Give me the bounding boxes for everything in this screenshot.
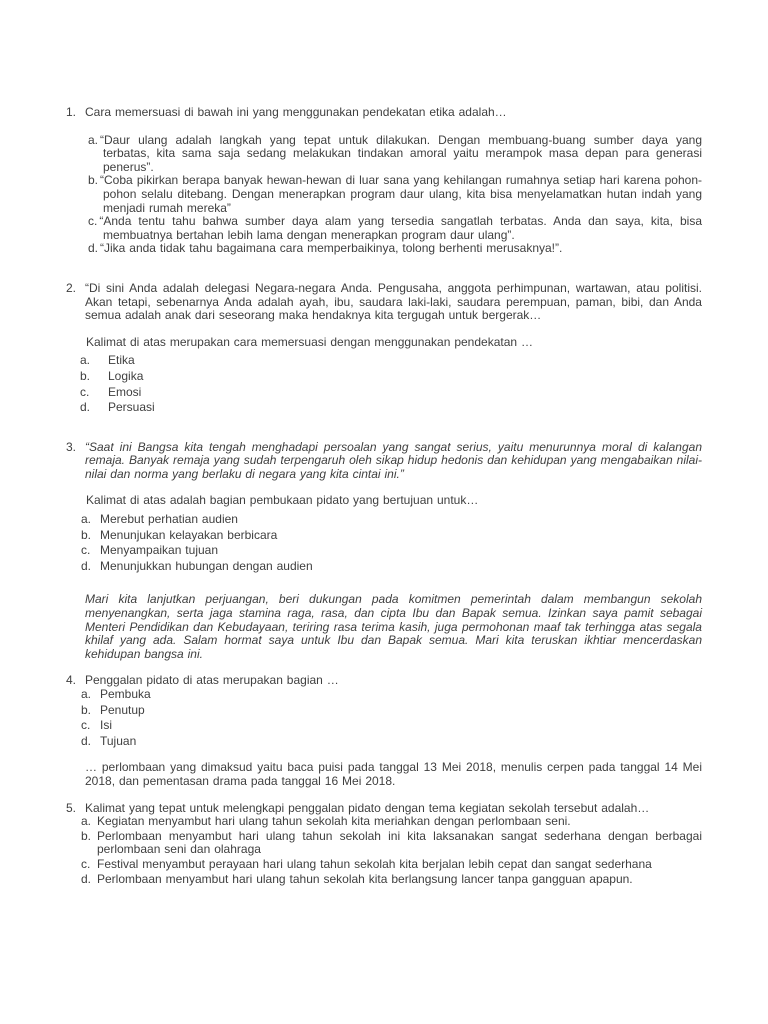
options-list (81, 688, 702, 748)
options-list (81, 513, 702, 573)
option-row (80, 386, 702, 400)
option-letter: a. (81, 814, 92, 829)
question-text: Cara memersuasi di bawah ini yang menggunakan pendekatan etika adalah… (85, 105, 507, 119)
option-row (81, 873, 702, 887)
option-text: Penutup (100, 702, 145, 717)
option-text: “Jika anda tidak tahu bagaimana cara memperbaikinya, tolong berhenti merusaknya!”. (100, 241, 563, 256)
option-row (81, 704, 702, 718)
option-letter: b. (81, 828, 92, 843)
option-letter: b. (81, 702, 92, 717)
options-list (80, 354, 702, 414)
question-3 (66, 441, 702, 574)
question-text: Kalimat di atas merupakan cara memersuasi dengan menggunakan pendekatan … (86, 334, 533, 349)
option-text: “Coba pikirkan berapa banyak hewan-hewan di luar sana yang kehilangan rumahnya setiap hari karena pohon-pohon selalu ditebang. Dengan menerapkan program daur ulang, kita bisa menyelamatkan hutan indah yang menjadi rumah mereka” (100, 173, 702, 215)
option-row (81, 719, 702, 733)
option-text: Menyampaikan tujuan (100, 543, 219, 558)
option-letter: a. (81, 512, 92, 527)
option-text: Festival menyambut perayaan hari ulang tahun sekolah kita berjalan lebih cepat dan sangat sederhana (97, 856, 652, 871)
option-letter: c. (88, 214, 98, 229)
question-number: 4. (66, 673, 77, 688)
option-text: Etika (108, 353, 135, 368)
option-text: Pembuka (100, 687, 151, 701)
option-text: Merebut perhatian audien (100, 512, 238, 527)
question-number: 1. (66, 105, 77, 119)
option-row (88, 134, 702, 175)
question-text: Kalimat yang tepat untuk melengkapi penggalan pidato dengan tema kegiatan sekolah tersebut adalah… (85, 800, 650, 815)
option-letter: d. (81, 871, 92, 886)
option-letter: c. (80, 384, 90, 399)
question-head (66, 674, 702, 688)
option-text: “Daur ulang adalah langkah yang tepat untuk dilakukan. Dengan membuang-buang sumber daya yang terbatas, kita sama saja sedang melakukan tindakan amoral yaitu merampok masa depan para generasi penerus”. (100, 132, 702, 174)
option-letter: b. (88, 173, 99, 188)
question-number: 3. (66, 439, 77, 454)
option-row (88, 215, 702, 242)
option-letter: a. (81, 687, 92, 701)
question-lead-quote: “Saat ini Bangsa kita tengah menghadapi persoalan yang sangat serius, yaitu menurunnya moral di kalangan remaja. Banyak remaja yang sudah terpengaruh oleh sikap hidup hedonis dan kehidupan yang mengabaikan nilai-nilai dan norma yang berlaku di negara yang kita cintai ini.” (85, 439, 702, 481)
question-number: 2. (66, 280, 77, 295)
option-row (81, 858, 702, 872)
option-letter: b. (80, 368, 91, 383)
question-2 (66, 282, 702, 415)
question-4 (66, 674, 702, 748)
speech-fragment-passage: … perlombaan yang dimaksud yaitu baca puisi pada tanggal 13 Mei 2018, menulis cerpen pada tanggal 14 Mei 2018, dan pementasan drama pada tanggal 16 Mei 2018. (85, 760, 702, 788)
options-list (81, 815, 702, 886)
option-letter: d. (81, 558, 92, 573)
option-letter: d. (88, 241, 99, 256)
option-row (88, 242, 702, 256)
option-text: Isi (100, 718, 112, 733)
option-letter: a. (80, 353, 91, 368)
option-row (80, 354, 702, 368)
option-row (80, 401, 702, 415)
option-text: Menunjukkan hubungan dengan audien (100, 558, 313, 573)
speech-excerpt-passage: Mari kita lanjutkan perjuangan, beri dukungan pada komitmen pemerintah dalam membangun sekolah menyenangkan, serta jaga stamina raga, rasa, dan cipta Ibu dan Bapak semua. Izinkan saya pamit sebagai Menteri Pendidikan dan Kebudayaan, teriring rasa terima kasih, juga permohonan maaf tak terhingga atas segala khilaf yang ada. Salam hormat saya untuk Ibu dan Bapak semua. Mari kita teruskan ikhtiar mencerdaskan kehidupan bangsa ini. (85, 592, 702, 661)
option-text: Persuasi (108, 400, 155, 415)
question-head (66, 282, 702, 323)
option-text: “Anda tentu tahu bahwa sumber daya alam yang tersedia sangatlah terbatas. Anda dan saya, kita, bisa membuatnya bertahan lebih lama dengan menerapkan program daur ulang”. (99, 214, 702, 242)
option-row (81, 529, 702, 543)
option-letter: a. (88, 132, 99, 147)
option-letter: d. (81, 733, 92, 748)
option-text: Perlombaan menyambut hari ulang tahun sekolah kita berlangsung lancer tanpa gangguan apapun. (97, 871, 633, 886)
option-row (81, 560, 702, 574)
option-letter: c. (81, 856, 91, 871)
option-text: Tujuan (100, 733, 137, 748)
question-number: 5. (66, 800, 77, 815)
question-head (66, 106, 702, 120)
option-letter: c. (81, 543, 91, 558)
question-1 (66, 106, 702, 256)
question-text: Penggalan pidato di atas merupakan bagian … (85, 673, 339, 688)
option-row (81, 815, 702, 829)
option-row (88, 174, 702, 215)
option-row (81, 688, 702, 702)
question-head (66, 441, 702, 482)
option-row (81, 513, 702, 527)
option-row (81, 735, 702, 749)
option-row (81, 544, 702, 558)
question-5 (66, 802, 702, 887)
option-letter: b. (81, 527, 92, 542)
option-text: Emosi (108, 384, 142, 399)
option-text: Logika (108, 368, 144, 383)
question-lead-quote: “Di sini Anda adalah delegasi Negara-negara Anda. Pengusaha, anggota perhimpunan, wartawan, atau politisi. Akan tetapi, sebenarnya Anda adalah ayah, ibu, saudara laki-laki, saudara perempuan, paman, bibi, dan Anda semua adalah anak dari seseorang maka hendaknya kita tergugah untuk bergerak… (85, 280, 702, 323)
option-row (81, 830, 702, 857)
option-text: Perlombaan menyambut hari ulang tahun sekolah ini kita laksanakan sangat sederhana dengan berbagai perlombaan seni dan olahraga (97, 828, 702, 857)
option-text: Menunjukan kelayakan berbicara (100, 527, 278, 542)
options-list (88, 134, 702, 256)
option-text: Kegiatan menyambut hari ulang tahun sekolah kita meriahkan dengan perlombaan seni. (97, 814, 571, 829)
option-row (80, 370, 702, 384)
question-head (66, 802, 702, 816)
option-letter: c. (81, 718, 91, 733)
option-letter: d. (80, 400, 91, 415)
question-text: Kalimat di atas adalah bagian pembukaan pidato yang bertujuan untuk… (86, 493, 479, 508)
